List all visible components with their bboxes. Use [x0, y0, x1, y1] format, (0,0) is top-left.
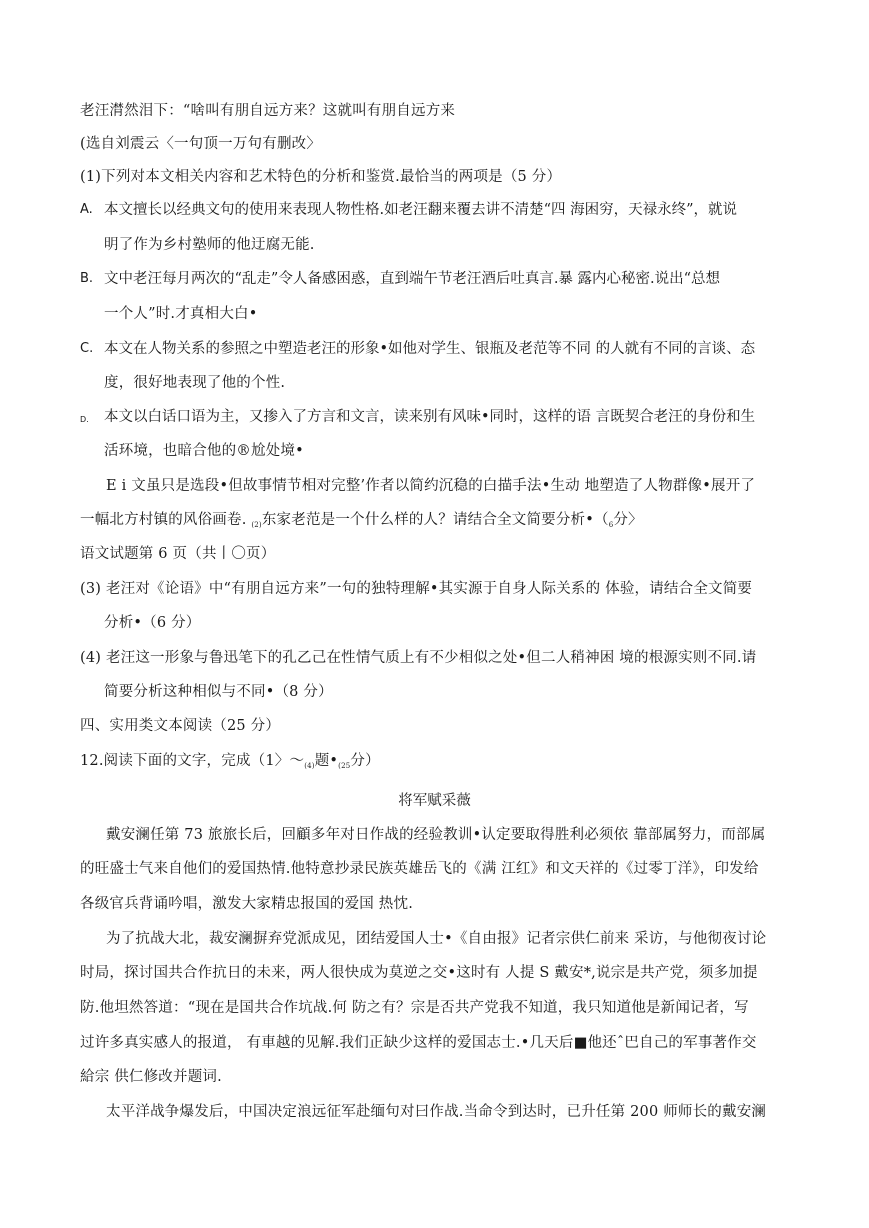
option-d-line-1: 本文以白话口语为主，又掺入了方言和文言，读来别有风味•同时，这样的语 言既契合老汪的身份和生	[104, 409, 756, 425]
option-a-line-2: 明了作为乡村塾师的他迂腐无能.	[104, 237, 315, 253]
question-2-score: 6	[608, 521, 614, 529]
option-d-line-2: 活环境，也暗合他的®尬处境•	[104, 443, 304, 459]
question-4-line-1: (4) 老汪这一形象与鲁迅笔下的孔乙己在性情气质上有不少相似之处•但二人稍神困 境的根源实则不同.请	[80, 650, 757, 666]
question-12-range: (4)	[304, 762, 315, 770]
question-2-text: 东家老范是一个什么样的人？请结合全文简要分析•（	[261, 512, 609, 528]
option-e-line-2: 一幅北方村镇的风俗画卷.	[80, 512, 247, 528]
question-12	[80, 751, 792, 773]
option-b-line-1: 文中老汪每月两次的“乱走”令人备感困惑，直到端午节老汪酒后吐真言.暴 露内心秘密.说出“总想	[104, 271, 721, 287]
option-b-mark: B.	[80, 271, 94, 286]
question-1: (1)下列对本文相关内容和艺术特色的分析和鉴赏.最恰当的两项是（5 分）	[80, 169, 562, 185]
question-3-line-1: (3) 老汪对《论语》中“有朋自远方来”一句的独特理解•其实源于自身人际关系的 体验，请结合全文简要	[80, 581, 753, 597]
question-12-score: (25	[338, 762, 351, 770]
option-c-line-2: 度，很好地表现了他的个性.	[104, 375, 286, 391]
paragraph-1-line-2: 的旺盛士气来自他们的爱国热情.他特意抄录民族英雄岳飞的《满 江红》和文天祥的《过零丁洋》，印发给	[80, 861, 759, 877]
option-a-mark: A.	[80, 202, 93, 217]
paragraph-1-line-3: 各级官兵背诵吟唱，激发大家精忠报国的爱国 热忱.	[80, 896, 414, 912]
source-line: (选自刘震云〈一句顶一万句有删改〉	[80, 136, 322, 152]
question-2-number: (2)	[251, 521, 262, 529]
question-2-line	[80, 510, 792, 532]
section-heading: 四、实用类文本阅读（25 分）	[80, 718, 281, 734]
paragraph-2-line-5: 給宗 供仁修改并题词.	[80, 1069, 222, 1085]
option-b-line-2: 一个人”时.才真相大白•	[104, 306, 258, 322]
question-2-score-unit: 分〉	[613, 512, 643, 528]
question-4-line-2: 简要分析这种相似与不同•（8 分）	[104, 684, 333, 700]
option-d-mark: D.	[80, 415, 89, 424]
question-12-score-unit: 分）	[350, 753, 380, 769]
paragraph-3-line-1: 太平洋战争爆发后，中国决定浪远征军赴缅句对曰作战.当命令到达时，已升任第 200 师师长的戴安澜	[106, 1104, 767, 1120]
paragraph-2-line-4: 过许多真实感人的报道， 有車越的见解.我们正缺少这样的爱国志士.•几天后■他还ˆ巴自己的军事著作交	[80, 1035, 757, 1051]
paragraph-2-line-1: 为了抗战大北，裁安澜摒弃党派成见，团结爱国人士•《自由报》记者宗供仁前来 采访，与他彻夜讨论	[106, 931, 767, 947]
question-12-text-2: 题•	[314, 753, 339, 769]
option-a-line-1: 本文擅长以经典文句的使用来表现人物性格.如老汪翻来覆去讲不清楚“四 海困穷，天禄永终”，就说	[104, 202, 738, 218]
page-footer: 语文试题第 6 页（共丨〇页）	[80, 546, 276, 562]
question-3-line-2: 分析•（6 分）	[104, 615, 201, 631]
option-e-line-1: E i 文虽只是选段•但故事情节相对完整’作者以简约沉稳的白描手法•生动 地塑造了人物群像•展开了	[106, 478, 756, 494]
article-title: 将军赋采薇	[398, 793, 471, 809]
paragraph-2-line-2: 时局，探讨国共合作抗日的未来，两人很快成为莫逆之交•这时有 人提 S 戴安*,说宗是共产党，须多加提	[80, 965, 758, 981]
text-line: 老汪潸然泪下：“啥叫有朋自远方来？这就叫有朋自远方来	[80, 103, 456, 119]
paragraph-1-line-1: 戴安澜任第 73 旅旅长后，回顧多年对日作战的经验教训•认定要取得胜利必须依 靠部属努力，而部属	[106, 827, 766, 843]
option-c-line-1: 本文在人物关系的参照之中塑造老汪的形象•如他对学生、银瓶及老范等不同 的人就有不同的言谈、态	[104, 341, 756, 357]
question-12-text: 12.阅读下面的文字，完成（1〉〜	[80, 753, 305, 769]
paragraph-2-line-3: 防.他坦然答道：“现在是国共合作坑战.何 防之有？宗是否共产党我不知道，我只知道他是新闻记者，写	[80, 1000, 749, 1016]
option-c-mark: C.	[80, 341, 94, 356]
